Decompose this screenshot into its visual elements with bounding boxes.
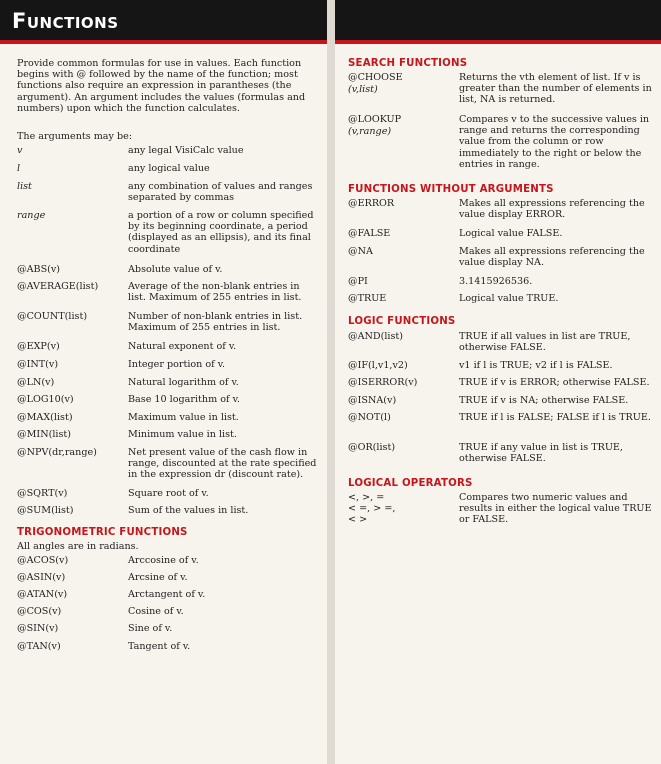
arg-desc: a portion of a row or column specified by its beginning coordinate, a period (displayed as an ellipsis), and its final coordinate	[128, 210, 314, 255]
func-desc: Net present value of the cash flow in range, discounted at the rate specified in the expression dr (discount rate).	[128, 447, 317, 481]
arg-desc: any logical value	[128, 163, 210, 174]
logic-desc: TRUE if v is ERROR; otherwise FALSE.	[459, 377, 650, 388]
page-title: Functions	[12, 9, 119, 33]
func-desc: Absolute value of v.	[128, 264, 223, 275]
arg-term: l	[17, 163, 21, 174]
func-desc: Average of the non-blank entries in list. Maximum of 255 entries in list.	[128, 281, 302, 304]
func-term: @LOG10(v)	[17, 394, 74, 405]
noarg-desc: Makes all expressions referencing the value display ERROR.	[459, 198, 645, 221]
noarg-term: @ERROR	[348, 198, 395, 209]
logic-term: @NOT(l)	[348, 412, 391, 423]
func-desc: Minimum value in list.	[128, 429, 237, 440]
search-term: @CHOOSE	[348, 72, 403, 83]
operator-list: < >	[348, 514, 368, 525]
logic-desc: TRUE if all values in list are TRUE, otherwise FALSE.	[459, 331, 631, 354]
func-desc: Natural exponent of v.	[128, 341, 237, 352]
logic-term: @AND(list)	[348, 331, 404, 342]
func-term: @COUNT(list)	[17, 311, 88, 322]
noarg-desc: Makes all expressions referencing the value display NA.	[459, 246, 645, 269]
search-term: @LOOKUP	[348, 114, 402, 125]
args-heading: The arguments may be:	[17, 131, 133, 142]
trig-term: @COS(v)	[17, 606, 62, 617]
func-desc: Sum of the values in list.	[128, 505, 249, 516]
section-heading-operators: LOGICAL OPERATORS	[348, 478, 473, 489]
arg-term: list	[17, 181, 32, 192]
noarg-desc: Logical value TRUE.	[459, 293, 559, 304]
header-bar	[335, 0, 661, 40]
noarg-desc: 3.1415926536.	[459, 276, 533, 287]
operator-list: <, >, =	[348, 492, 385, 503]
func-desc: Square root of v.	[128, 488, 209, 499]
trig-desc: Arctangent of v.	[128, 589, 206, 600]
arg-desc: any legal VisiCalc value	[128, 145, 244, 156]
trig-desc: Arccosine of v.	[128, 555, 199, 566]
logic-desc: v1 if l is TRUE; v2 if l is FALSE.	[459, 360, 613, 371]
func-term: @SQRT(v)	[17, 488, 68, 499]
logic-desc: TRUE if l is FALSE; FALSE if l is TRUE.	[459, 412, 651, 423]
trig-note: All angles are in radians.	[17, 541, 139, 552]
search-desc: Compares v to the successive values in range and returns the corresponding value from the column or row immediately to the right or below the entries in range.	[459, 114, 650, 170]
section-heading-trig: TRIGONOMETRIC FUNCTIONS	[17, 527, 188, 538]
trig-desc: Sine of v.	[128, 623, 173, 634]
operator-list: < =, > =,	[348, 503, 396, 514]
func-term: @NPV(dr,range)	[17, 447, 97, 458]
func-desc: Number of non-blank entries in list. Maximum of 255 entries in list.	[128, 311, 303, 334]
func-desc: Integer portion of v.	[128, 359, 226, 370]
noarg-term: @NA	[348, 246, 373, 257]
arg-term: range	[17, 210, 46, 221]
page-fold	[327, 0, 335, 764]
header-rule	[0, 40, 327, 44]
logic-term: @OR(list)	[348, 442, 396, 453]
logic-desc: TRUE if any value in list is TRUE, otherwise FALSE.	[459, 442, 623, 465]
trig-term: @ATAN(v)	[17, 589, 68, 600]
logic-term: @ISERROR(v)	[348, 377, 418, 388]
func-desc: Maximum value in list.	[128, 412, 239, 423]
trig-desc: Cosine of v.	[128, 606, 184, 617]
func-term: @INT(v)	[17, 359, 59, 370]
trig-term: @SIN(v)	[17, 623, 59, 634]
section-heading-logic: LOGIC FUNCTIONS	[348, 316, 456, 327]
func-term: @SUM(list)	[17, 505, 74, 516]
header-rule	[335, 40, 661, 44]
search-term-args: (v,list)	[348, 84, 378, 95]
noarg-term: @PI	[348, 276, 368, 287]
section-heading-noarg: FUNCTIONS WITHOUT ARGUMENTS	[348, 184, 554, 195]
trig-desc: Tangent of v.	[128, 641, 191, 652]
noarg-desc: Logical value FALSE.	[459, 228, 563, 239]
noarg-term: @FALSE	[348, 228, 391, 239]
trig-desc: Arcsine of v.	[128, 572, 188, 583]
func-desc: Natural logarithm of v.	[128, 377, 239, 388]
func-term: @MAX(list)	[17, 412, 73, 423]
search-desc: Returns the vth element of list. If v is greater than the number of elements in list, NA is returned.	[459, 72, 652, 106]
noarg-term: @TRUE	[348, 293, 387, 304]
trig-term: @ACOS(v)	[17, 555, 69, 566]
search-term-args: (v,range)	[348, 126, 392, 137]
logic-desc: TRUE if v is NA; otherwise FALSE.	[459, 395, 629, 406]
arg-desc: any combination of values and ranges separated by commas	[128, 181, 313, 204]
trig-term: @ASIN(v)	[17, 572, 66, 583]
section-heading-search: SEARCH FUNCTIONS	[348, 58, 468, 69]
left-panel	[0, 0, 327, 764]
func-term: @EXP(v)	[17, 341, 60, 352]
func-desc: Base 10 logarithm of v.	[128, 394, 240, 405]
func-term: @LN(v)	[17, 377, 55, 388]
intro-text: Provide common formulas for use in values. Each function begins with @ followed by the name of the function; most functions also require an expression in parantheses (the argument). An argument includes the values (formulas and numbers) upon which the function calculates.	[17, 58, 306, 114]
arg-term: v	[17, 145, 23, 156]
right-panel	[335, 0, 661, 764]
operators-desc: Compares two numeric values and results in either the logical value TRUE or FALSE.	[459, 492, 652, 526]
func-term: @MIN(list)	[17, 429, 72, 440]
func-term: @AVERAGE(list)	[17, 281, 99, 292]
logic-term: @IF(l,v1,v2)	[348, 360, 408, 371]
logic-term: @ISNA(v)	[348, 395, 397, 406]
func-term: @ABS(v)	[17, 264, 61, 275]
trig-term: @TAN(v)	[17, 641, 61, 652]
